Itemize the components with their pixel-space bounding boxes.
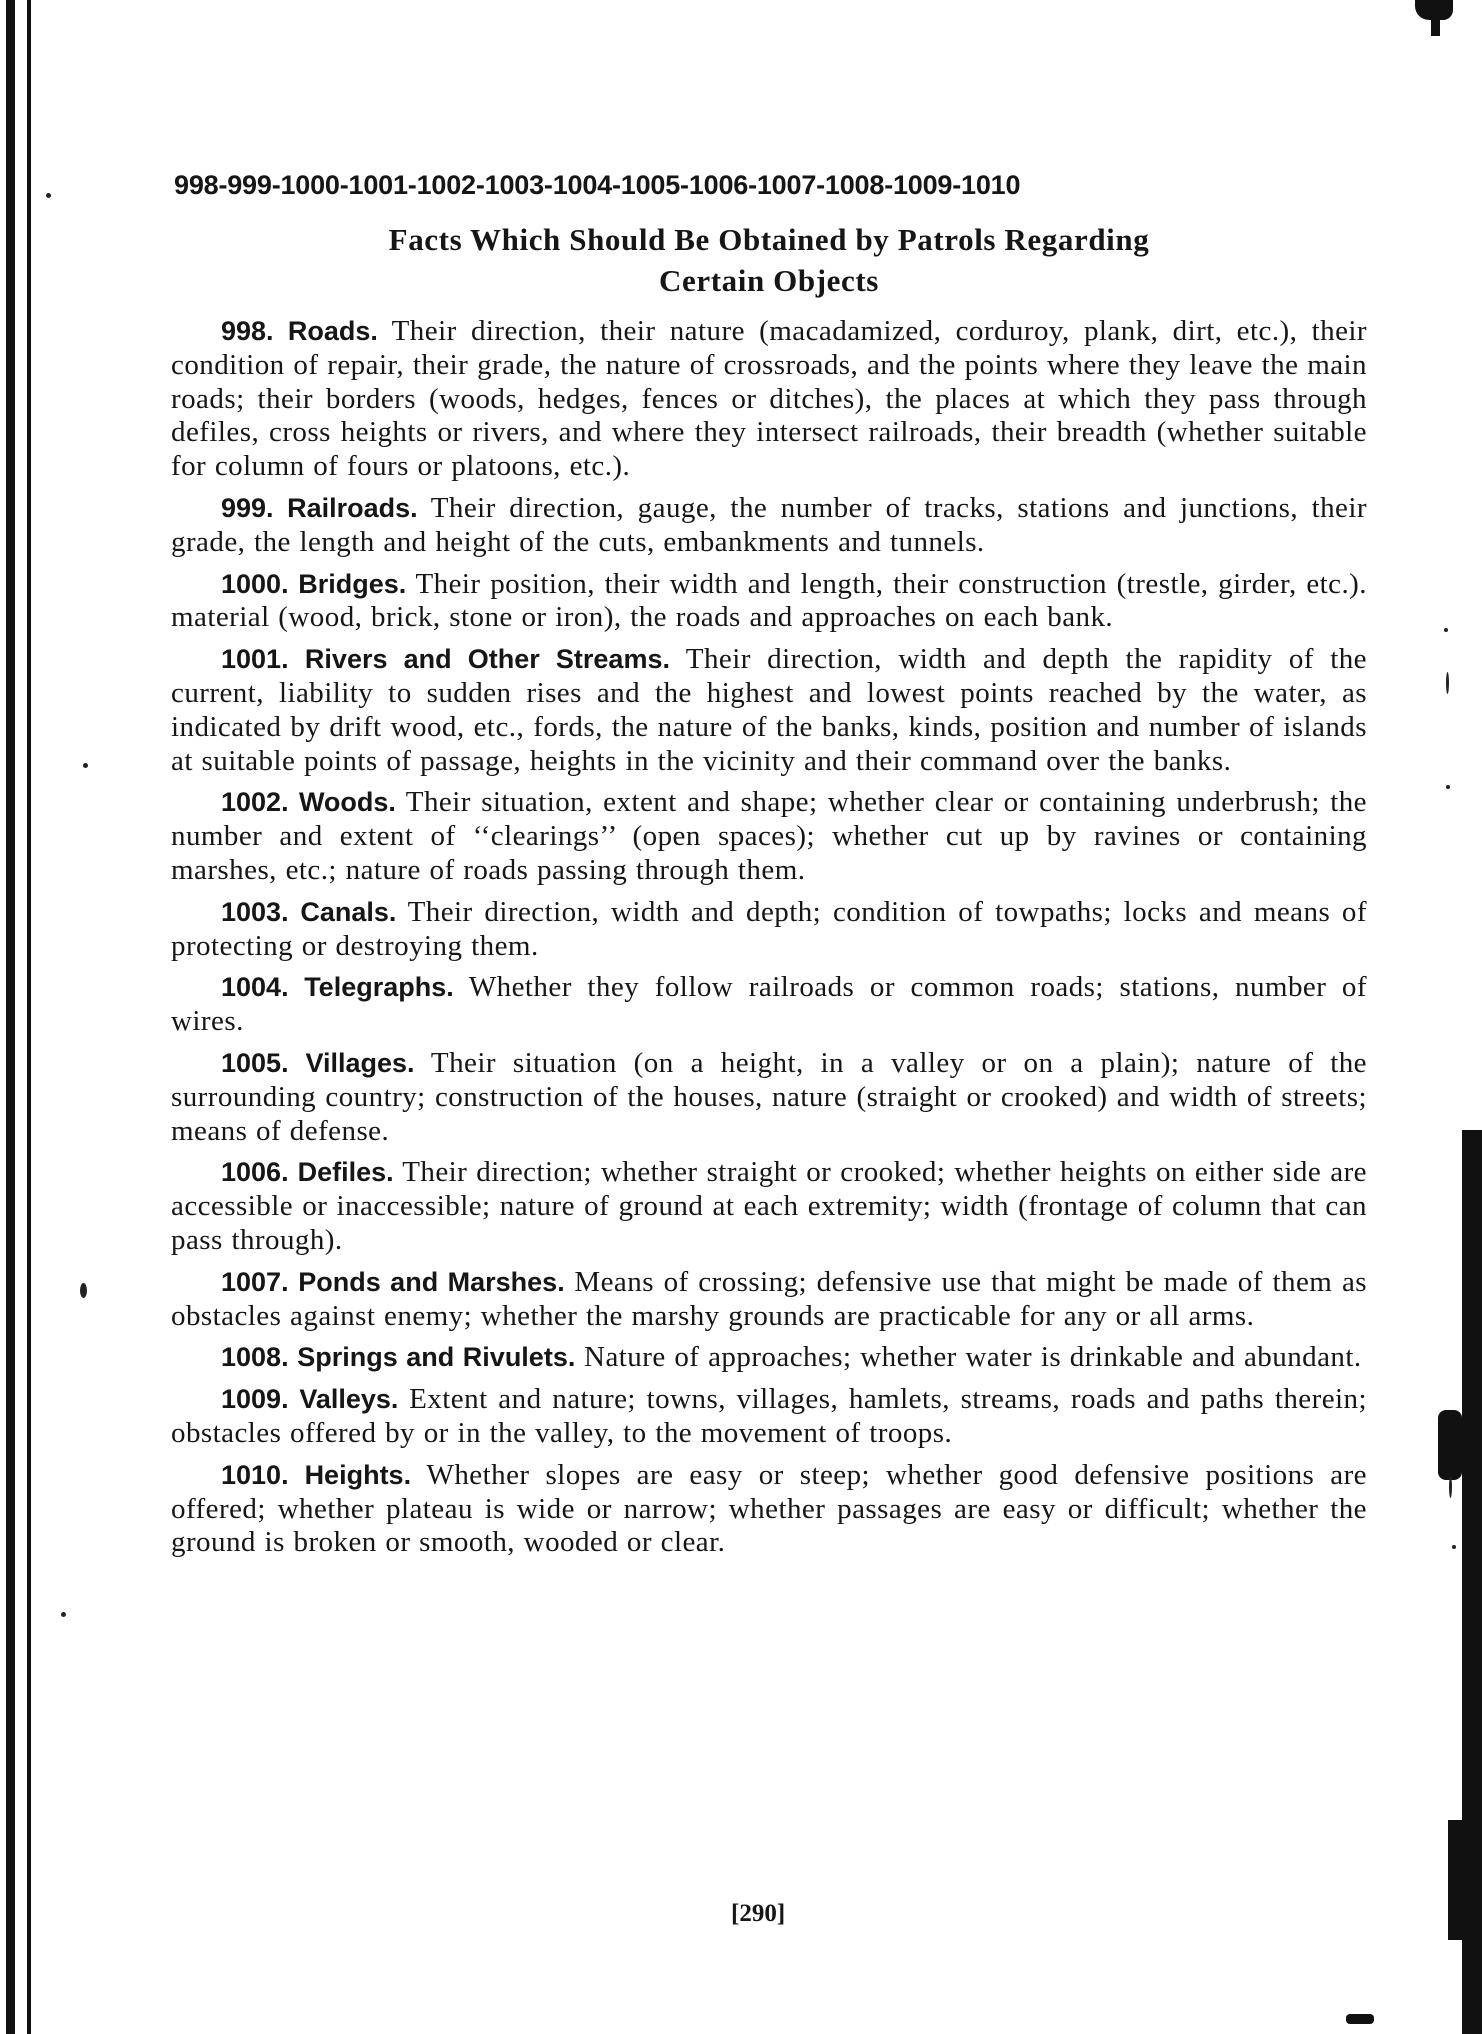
paragraph-text: Their direction, width and depth; condition of towpaths; locks and means of protecting or destroying them.: [171, 895, 1367, 962]
paragraph-canals: [171, 896, 1367, 964]
scan-speck: [1452, 1545, 1456, 1549]
paragraph-heading: Bridges.: [298, 568, 407, 599]
paragraph-text: Their direction, their nature (macadamized, corduroy, plank, dirt, etc.), their condition of repair, their grade, the nature of crossroads, and the points where they leave the main roads; their borders (woods, hedges, fences or ditches), the places at which they pass through defiles, cross heights or rivers, and where they intersect railroads, their breadth (whether suitable for column of fours or platoons, etc.).: [171, 315, 1368, 483]
scan-speck: [1446, 785, 1450, 789]
paragraph-ponds-marshes: [171, 1266, 1367, 1334]
paragraph-number: 1002.: [221, 787, 289, 818]
paragraph-text: Nature of approaches; whether water is drinkable and abundant.: [584, 1341, 1362, 1374]
section-number-range: 998-999-1000-1001-1002-1003-1004-1005-1006-1007-1008-1009-1010: [174, 170, 1021, 200]
scan-right-edge: [1462, 1130, 1482, 2034]
scan-top-right-mark-tail: [1431, 14, 1440, 36]
paragraph-bridges: [171, 568, 1367, 636]
paragraph-heading: Villages.: [305, 1047, 415, 1078]
paragraph-heading: Canals.: [300, 896, 397, 927]
paragraph-heights: [171, 1459, 1367, 1560]
paragraph-text: Their position, their width and length, their construction (trestle, girder, etc.). material (wood, brick, stone or iron), the roads and approaches on each bank.: [171, 567, 1367, 634]
page-content: [171, 165, 1367, 1568]
scan-speck: [1449, 1476, 1452, 1498]
page-title-line-2: Certain Objects: [659, 263, 879, 298]
paragraph-heading: Roads.: [287, 316, 378, 346]
paragraph-heading: Springs and Rivulets.: [297, 1342, 576, 1373]
scan-left-edge-inner: [27, 0, 31, 2034]
paragraph-heading: Telegraphs.: [304, 972, 454, 1003]
scan-speck: [83, 763, 88, 768]
paragraph-heading: Rivers and Other Streams.: [304, 644, 670, 675]
paragraph-heading: Defiles.: [297, 1157, 394, 1188]
scan-speck: [1446, 672, 1449, 694]
paragraph-number: 1008.: [221, 1342, 289, 1373]
paragraph-text: Their direction; whether straight or crooked; whether heights on either side are accessible or inaccessible; nature of ground at each extremity; width (frontage of column that can pass through).: [171, 1156, 1367, 1256]
paragraph-number: 1001.: [221, 644, 289, 675]
paragraph-text: Their direction, width and depth the rapidity of the current, liability to sudden rises and the highest and lowest points reached by the water, as indicated by drift wood, etc., fords, the nature of the banks, kinds, position and number of islands at suitable points of passage, heights in the vicinity and their command over the banks.: [171, 643, 1367, 777]
paragraph-heading: Railroads.: [287, 492, 418, 523]
scan-speck: [1444, 628, 1448, 632]
paragraph-woods: [171, 786, 1367, 887]
page-number: [290]: [731, 1900, 786, 1927]
page-title: [171, 219, 1367, 301]
paragraph-number: 998.: [221, 316, 274, 346]
paragraph-villages: [171, 1047, 1367, 1148]
paragraph-number: 1004.: [221, 972, 289, 1003]
paragraph-springs-rivulets: [171, 1341, 1367, 1375]
paragraph-heading: Ponds and Marshes.: [298, 1266, 565, 1297]
scan-left-edge: [6, 0, 15, 2034]
paragraph-valleys: [171, 1383, 1367, 1451]
paragraph-text: Whether slopes are easy or steep; whether good defensive positions are offered; whether plateau is wide or narrow; whether passages are easy or difficult; whether the ground is broken or smooth, wooded or clear.: [171, 1458, 1367, 1559]
paragraph-number: 1006.: [221, 1157, 289, 1188]
paragraph-telegraphs: [171, 971, 1367, 1039]
scan-right-edge-blob-2: [1448, 1820, 1462, 1940]
scan-bottom-right-mark: [1346, 2014, 1374, 2024]
paragraph-heading: Valleys.: [299, 1384, 399, 1415]
paragraph-number: 1007.: [221, 1266, 289, 1297]
paragraph-railroads: [171, 492, 1367, 560]
paragraph-text: Their situation (on a height, in a valley or on a plain); nature of the surrounding country; construction of the houses, nature (straight or crooked) and width of streets; means of defense.: [171, 1046, 1367, 1147]
paragraph-text: Their situation, extent and shape; whether clear or containing underbrush; the number and extent of ‘‘clearings’’ (open spaces); whether cut up by ravines or containing marshes, etc.; nature of roads passing through them.: [171, 786, 1367, 886]
paragraph-number: 1003.: [221, 896, 289, 927]
scan-speck: [61, 1612, 66, 1617]
paragraph-number: 1010.: [221, 1459, 289, 1490]
page-title-line-1: Facts Which Should Be Obtained by Patrols Regarding: [388, 222, 1150, 257]
paragraph-number: 999.: [221, 492, 274, 523]
paragraph-heading: Heights.: [304, 1459, 412, 1490]
paragraph-text: Their direction, gauge, the number of tracks, stations and junctions, their grade, the length and height of the cuts, embankments and tunnels.: [171, 491, 1367, 558]
paragraph-text: Means of crossing; defensive use that might be made of them as obstacles against enemy; whether the marshy grounds are practicable for any or all arms.: [171, 1265, 1368, 1332]
paragraph-number: 1009.: [221, 1384, 289, 1415]
scan-right-edge-blob: [1438, 1410, 1462, 1480]
scan-speck: [46, 193, 51, 198]
paragraph-rivers: [171, 643, 1367, 778]
paragraph-number: 1005.: [221, 1047, 289, 1078]
paragraph-text: Extent and nature; towns, villages, hamlets, streams, roads and paths therein; obstacles offered by or in the valley, to the movement of troops.: [171, 1383, 1368, 1449]
scan-speck: [80, 1283, 87, 1298]
paragraph-text: Whether they follow railroads or common roads; stations, number of wires.: [171, 971, 1367, 1038]
paragraph-defiles: [171, 1156, 1367, 1257]
paragraph-roads: [171, 315, 1367, 484]
paragraph-number: 1000.: [221, 568, 289, 599]
paragraph-heading: Woods.: [298, 787, 396, 818]
